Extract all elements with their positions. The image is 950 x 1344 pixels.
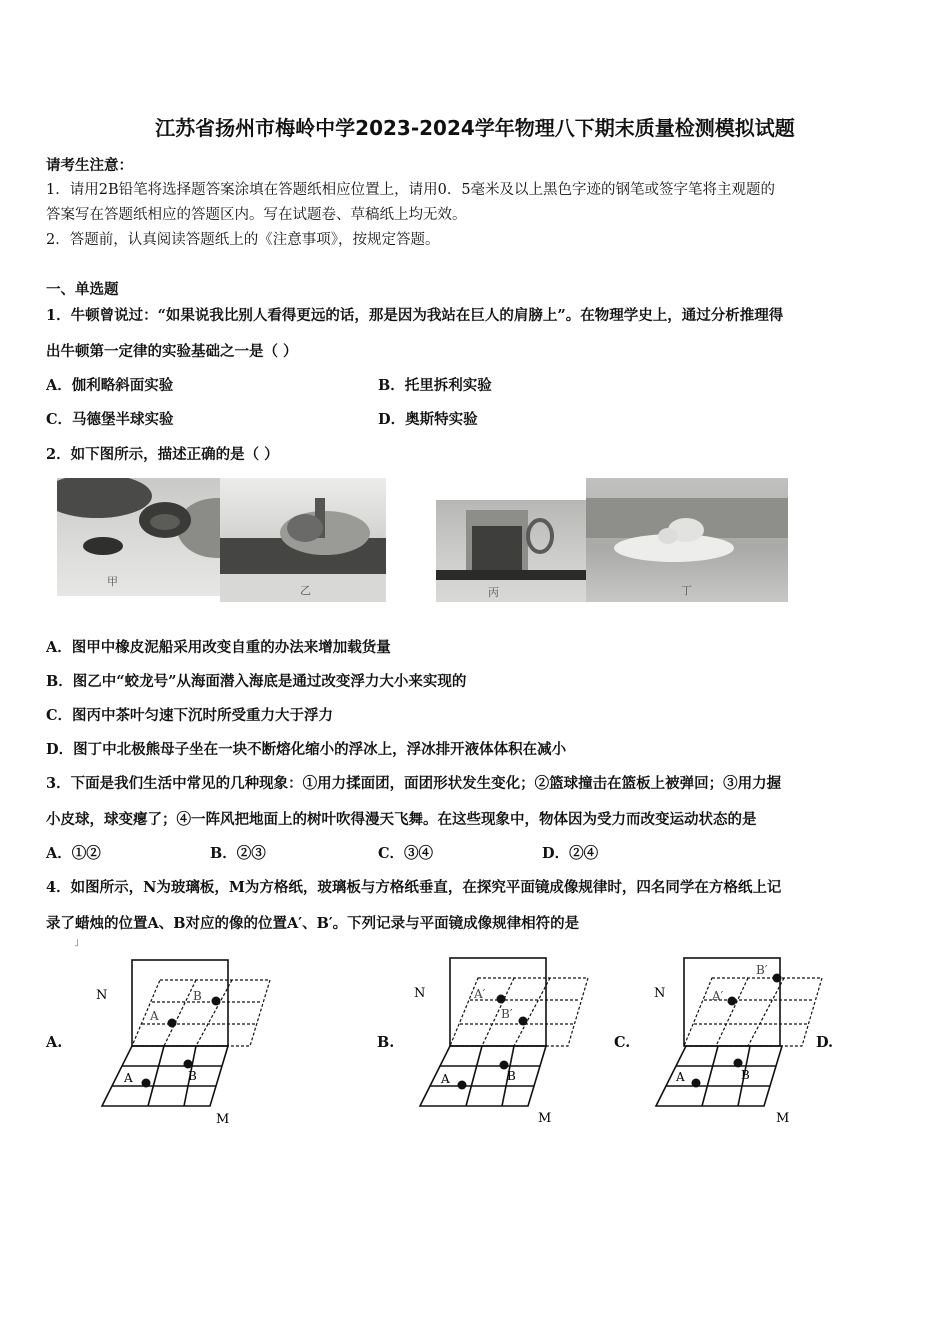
caption-yi: 乙: [300, 584, 311, 597]
dot-b-prime: [519, 1017, 528, 1026]
dot-b: [184, 1060, 193, 1069]
label-m: M: [216, 1112, 230, 1127]
q3-stem-line2: 小皮球，球变瘪了；④一阵风把地面上的树叶吹得漫天飞舞。在这些现象中，物体因为受力而改变运动状态的是: [46, 811, 757, 828]
photo-bing: [436, 500, 586, 602]
dot-a-prime: [497, 995, 506, 1004]
q1-stem-line1: 1．牛顿曾说过：“如果说我比别人看得更远的话，那是因为我站在巨人的肩膀上”。在物理学史上，通过分析推理得: [46, 307, 784, 324]
dot-a: [458, 1081, 467, 1090]
q1-option-a: A．伽利略斜面实验: [46, 377, 174, 394]
q1-stem-line2: 出牛顿第一定律的实验基础之一是（ ）: [46, 343, 298, 360]
q3-option-c: C．③④: [378, 845, 434, 862]
q2-option-d: D．图丁中北极熊母子坐在一块不断熔化缩小的浮冰上，浮冰排开液体体积在减小: [46, 741, 567, 758]
dot-b: [734, 1059, 743, 1068]
notice-line-1a: 1．请用2B铅笔将选择题答案涂填在答题纸相应位置上，请用0．5毫米及以上黑色字迹的钢笔或签字笔将主观题的: [46, 182, 776, 198]
q1-option-c: C．马德堡半球实验: [46, 411, 174, 428]
caption-bing: 丙: [488, 586, 499, 599]
q2-stem: 2．如下图所示，描述正确的是（ ）: [46, 446, 279, 463]
q1-option-b: B．托里拆利实验: [378, 377, 492, 394]
dot-a: [692, 1079, 701, 1088]
q3-stem-line1: 3．下面是我们生活中常见的几种现象：①用力揉面团，面团形状发生变化；②篮球撞击在篮板上被弹回；③用力握: [46, 775, 782, 792]
label-a: A: [441, 1072, 450, 1086]
q4-option-a-label: A.: [46, 1034, 63, 1051]
photo-ding: [586, 478, 788, 602]
label-a: A: [676, 1070, 685, 1084]
label-b-prime: B′: [501, 1007, 513, 1021]
label-n: N: [96, 988, 108, 1003]
dot-b-prime: [773, 974, 782, 983]
q2-option-a: A．图甲中橡皮泥船采用改变自重的办法来增加载货量: [46, 639, 391, 656]
q2-option-b: B．图乙中“蛟龙号”从海面潜入海底是通过改变浮力大小来实现的: [46, 673, 467, 690]
grid-paper-m: [102, 1046, 228, 1106]
label-b-image: B: [193, 989, 202, 1003]
dot-b-image: [212, 997, 221, 1006]
q3-option-d: D．②④: [542, 845, 599, 862]
page-title: 江苏省扬州市梅岭中学2023-2024学年物理八下期末质量检测模拟试题: [155, 116, 795, 140]
diagram-b: [408, 952, 608, 1132]
q4-stem-line2: 录了蜡烛的位置A、B对应的像的位置A′、B′。下列记录与平面镜成像规律相符的是: [46, 915, 580, 932]
q3-option-b: B．②③: [210, 845, 266, 862]
q1-option-d: D．奥斯特实验: [378, 411, 478, 428]
notice-line-1b: 答案写在答题纸相应的答题区内。写在试题卷、草稿纸上均无效。: [46, 207, 467, 223]
photo-yi: [220, 478, 386, 602]
q4-option-b-label: B.: [377, 1034, 395, 1051]
label-b-prime: B′: [756, 963, 768, 977]
dot-a-prime: [728, 997, 737, 1006]
stray-mark: ˩: [74, 938, 79, 949]
dot-a: [142, 1079, 151, 1088]
q4-stem-line1: 4．如图所示，N为玻璃板，M为方格纸，玻璃板与方格纸垂直，在探究平面镜成像规律时，四名同学在方格纸上记: [46, 879, 782, 896]
diagram-c: [646, 952, 846, 1132]
photo-jia: [57, 478, 220, 596]
notice-line-2: 2．答题前，认真阅读答题纸上的《注意事项》，按规定答题。: [46, 232, 440, 248]
label-a-prime: A′: [712, 989, 724, 1003]
caption-ding: 丁: [681, 584, 692, 597]
label-n: N: [654, 986, 666, 1001]
dot-a-image: [168, 1019, 177, 1028]
notice-heading: 请考生注意：: [46, 157, 133, 174]
label-m: M: [538, 1111, 552, 1126]
caption-jia: 甲: [107, 575, 118, 588]
q3-option-a: A．①②: [46, 845, 101, 862]
q2-option-c: C．图丙中茶叶匀速下沉时所受重力大于浮力: [46, 707, 334, 724]
label-n: N: [414, 986, 426, 1001]
label-b: B: [741, 1068, 750, 1082]
photo-jia-drawing: [57, 478, 220, 596]
grid-paper-m: [420, 1046, 546, 1106]
label-a-prime: A′: [474, 987, 486, 1001]
diagram-a: [90, 952, 290, 1132]
label-a-image: A: [150, 1009, 159, 1023]
label-b: B: [507, 1069, 516, 1083]
photo-bing-drawing: [436, 500, 586, 602]
label-b: B: [188, 1069, 197, 1083]
section-heading: 一、单选题: [46, 281, 119, 298]
label-m: M: [776, 1111, 790, 1126]
label-a: A: [124, 1071, 133, 1085]
q4-option-c-label: C.: [614, 1034, 631, 1051]
q4-option-d-label: D.: [816, 1034, 834, 1051]
grid-paper-m: [656, 1046, 782, 1106]
